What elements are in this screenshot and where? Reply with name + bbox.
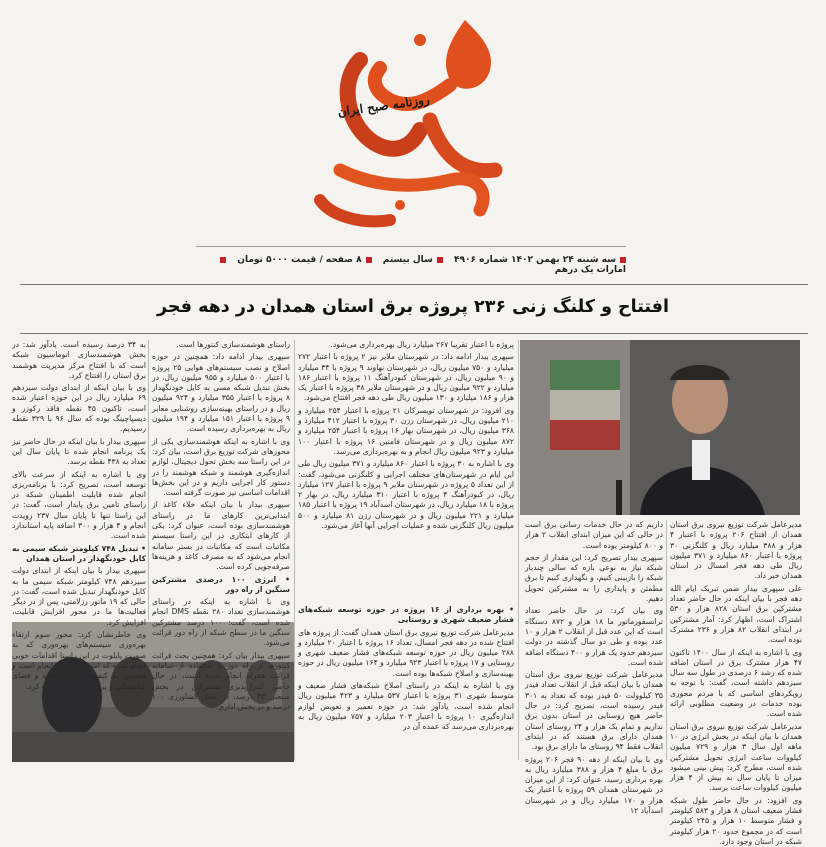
paragraph: راستای هوشمندسازی کنتورها است.	[176, 340, 290, 349]
paragraph: مدیرعامل شرکت توزیع نیروی برق استان همدان با بیان اینکه قبل از انقلاب تعداد فیدر ۳۵ کیلوولت ۵۰ فیدر بوده که تعداد به ۳۰۱ فیدر رسیده است، تصریح کرد: در حال حاضر هیچ روستایی در استان بدون برق نداریم و تمام یک هزار و ۲۴ روستای استان همدان دارای برق هستند که در ابتدای انقلاب فقط ۹۴ روستای ما دارای برق بود.	[525, 670, 663, 752]
paragraph: وی با بیان اینکه از ابتدای دولت سیزدهم ۶۹ میلیارد ریال در این حوزه اعتبار شده است، تاکنون ۴۵ نقطه فاقد رکوزر و دیسپاچینگ بوده که سال ۹۶ با ۳۲۹ نقطه رسیدیم.	[12, 383, 146, 434]
paragraph: سپهری بیدار با بیان اینکه خلاء کاغذ از ابتدایی‌ترین کارهای ما در راستای هوشمندسازی بوده است، عنوان کرد: یکی از کارهای ابتکاری در این راستا سیستم مکاتبات است که مکاتبات در بستر سامانه انجام می‌شود که به مصرف کاغذ و هزینه‌ها صرفه‌جویی کرده است.	[152, 500, 290, 572]
paragraph: وی با اشاره به اینکه هوشمندسازی یکی از محورهای شرکت توزیع برق است، بیان کرد: در این راستا سه بخش تحول دیجیتال، لوازم اندازه‌گیری هوشمند و شبکه هوشمند را در دستور کار اجرایی داریم و در این بخش‌ها اقدامات اساسی نیز صورت گرفته است.	[152, 436, 290, 498]
article-column-1	[670, 520, 803, 846]
article-headline: افتتاح و کلنگ زنی ۲۳۶ پروژه برق استان همدان در دهه فجر	[157, 297, 669, 317]
issue-place-price: امارات یک درهم	[554, 265, 626, 275]
subheading: • انرژی ۱۰۰ درصدی مشترکین سنگین از راه دور	[152, 574, 290, 594]
subheading: • بهره برداری از ۱۶ پروژه در حوزه توسعه شبکه‌های فشار ضعیف شهری و روستایی	[298, 605, 514, 625]
article-column-2	[525, 520, 664, 816]
masthead	[300, 0, 530, 240]
paragraph: مدیرعامل شرکت توزیع نیروی برق استان همدان از افتتاح ۲۰۶ پروژه با اعتبار ۴ هزار و ۳۸۸ میلیارد ریال و کلنگزنی ۳۰ پروژه با اعتبار ۸۶۰ میلیارد و ۳۷۱ میلیون ریال طی دهه فجر امسال در استان همدان خبر داد.	[670, 520, 803, 581]
paragraph: داریم که در حال خدمات رسانی برق است در حالی که این میزان ابتدای انقلاب ۲ هزار و ۸۰۰ کیلومتر بوده است.	[525, 520, 664, 550]
paragraph: سپهری بیدار با بیان اینکه از ابتدای دولت سیزدهم ۷۴۸ کیلومتر شبکه سیمی ما به کابل خودنگهدار تبدیل شده است، گفت: در حالی که ۱۹ ماتور رزلامتی، پس از در دیگر فعالیت‌ها ما در محور افزایش قابلیت، افزایش کرد.	[12, 566, 147, 627]
paragraph: سپهری بیدار با بیان اینکه در حال حاضر نیز یک برنامه انجام شده تا پایان سال این تعداد به ۴۳۸ نقطه برسد.	[12, 436, 146, 467]
paragraph: وی افزود: در شهرستان تویسرکان ۲۱ پروژه با اعتبار ۲۵۴ میلیارد و ۲۱۰ میلیون ریال، در شهرستان رزن ۳۰ پروژه با اعتبار ۴۱۲ میلیارد و ۳۶۸ میلیون ریال، در شهرستان بهار ۱۶ پروژه با اعتبار ۲۵۴ میلیارد و ۸۷۲ میلیون ریال و در شهرستان فامنین ۱۶ پروژه با اعتبار ۱۰۰ میلیارد و ۹۲۳ میلیون ریال انجام و به بهره‌برداری می‌رسد.	[298, 405, 515, 456]
issue-pages-price: ۸ صفحه / قیمت ۵۰۰۰ تومان	[237, 255, 362, 265]
paragraph: علی سپهری بیدار ضمن تبریک ایام الله دهه فجر با بیان اینکه در حال حاضر تعداد مشترکین برق استان ۸۲۸ هزار و ۵۳۰ اشتراک است، اظهار کرد: آمار مشترکین در ابتدای انقلاب ۸۲ هزار و ۲۳۶ مشترک بوده است.	[670, 583, 802, 645]
paragraph: وی با اشاره به اینکه در راستای اصلاح شبکه‌های فشار ضعیف و متوسط شهری ۳۱ پروژه با اعتبار ۵۳۷ میلیارد و ۴۲۳ میلیون ریال انجام شده است، یادآور شد: در حوزه تعمیر و تعویض لوازم اندازه‌گیری ۱۰ پروژه با اعتبار ۲۰۳ میلیارد و ۷۵۷ میلیون ریال به بهره‌برداری می‌رسد که عمده آن در	[298, 681, 515, 732]
paragraph: مدیرعامل شرکت توزیع نیروی برق استان همدان با بیان اینکه در بخش انرژی در ۱۰ ماهه اول سال ۳ هزار و ۷۲۹ میلیون کیلووات ساعت انرژی تحویل مشترکین شده است، مطرح کرد: پیش بینی میشود میزان تا پایان سال به بیش از ۴ هزار میلیون کیلووات ساعت برسد.	[670, 721, 803, 793]
column-divider	[148, 340, 149, 620]
article-photo-speaker	[520, 340, 800, 515]
column-divider	[294, 340, 295, 760]
paragraph: سپهری بیدار تصریح کرد: این مقدار از حجم شبکه نیاز به نوعی بازه که سالی چندبار شبکه را بازبینی کنیم، و نگهداری کنیم تا برق مطمئن و پایداری را به مشترکین تحویل دهیم.	[525, 552, 663, 604]
issue-date-number: سه شنبه ۲۴ بهمن ۱۴۰۲ شماره ۴۹۰۶	[454, 255, 616, 265]
masthead-subtitle: روزنامه صبح ایران	[336, 92, 431, 120]
paragraph: وی با اشاره به اینکه از سرعت بالای توسعه است، تصریح کرد: با برنامه‌ریزی انجام شده قابلیت اطمینان شبکه در راستای تامین برق پایدار است، گفت: در این راستا تنها تا پایان سال ۲۳۷ رویدت انجام و ۴ هزار و ۳۰۰ اضافه پایه استاندارد شده است.	[12, 469, 146, 541]
article-column-3	[298, 605, 514, 760]
divider	[20, 333, 808, 334]
bullet-icon	[366, 257, 372, 263]
bullet-icon	[620, 257, 626, 263]
paragraph: سپهری بیدار ادامه داد: همچنین در حوزه اصلاح و نصب سیستم‌های هوایی ۲۵ پروژه با اعتبار ۵۰۰ میلیارد و ۹۵۵ میلیون ریال، در بخش تبدیل شبکه مسی به کابل خودنگهدار ۸ پروژه با اعتبار ۳۵۵ میلیارد و ۹۲۴ میلیون ریال و در راستای بهینه‌سازی روشنایی معابر ۹ پروژه با اعتبار ۱۵۱ میلیارد و ۱۹۴ میلیون ریال به بهره‌برداری رسیده است.	[152, 352, 291, 434]
paragraph: به ۳۴ درصد رسیده است. یادآور شد: در بخش هوشمندسازی اتوماسیون شبکه است که با افتتاح مرکز مدیریت هوشمند برق استان را افتتاح کرد.	[12, 340, 146, 380]
paragraph: سپهری بیدار ادامه داد: در شهرستان ملایر نیز ۲ پروژه با اعتبار ۲۷۲ میلیارد و ۷۵۰ میلیون ریال، در شهرستان نهاوند ۹ پروژه با ۳۴ میلیارد و ۹۰ میلیون ریال، در شهرستان کبودرآهنگ ۱۱ پروژه با اعتبار ۱۸۶ میلیارد و ۹۲۲ میلیون ریال و در شهرستان ملایر ۳۸ پروژه با اعتبار یک هزار و ۱۸۶ میلیارد و ۱۳۰ میلیون ریال طی دهه فجر افتتاح می‌شود.	[298, 352, 514, 403]
article-column-5	[152, 340, 291, 712]
article-column-4	[298, 340, 514, 600]
issue-year: سال بیستم	[382, 255, 433, 265]
article-column-6	[12, 340, 147, 691]
paragraph: وی افزود: در حال حاضر طول شبکه فشار ضعیف استان ۸ هزار و ۵۸۳ کیلومتر و فشار متوسط ۱۰ هزار و ۲۴۵ کیلومتر است که در مجموع حدود ۲۰ هزار کیلومتر شبکه در استان وجود دارد.	[670, 795, 803, 846]
paragraph: وی خاطرنشان کرد: محور سوم ارتقاء بهره‌وری سیستم‌های بهره‌وری که به صورت پایلوت در این راستا اقدامات خوبی انجام شده که امیدواریم حال انجام است و همچنین به کیفیت شبکه منطقه و فضای ساختمانی و پروژه معماری اشاره کرد.	[12, 630, 146, 691]
divider	[20, 284, 808, 285]
paragraph: پروژه با اعتبار تقریبا ۲۶۷ میلیارد ریال بهره‌برداری می‌شود.	[330, 340, 514, 349]
subheading: • تبدیل ۷۴۸ کیلومتر شبکه سیمی به کابل خودنگهدار در استان همدان	[12, 543, 146, 563]
bullet-icon	[437, 257, 443, 263]
issue-info-bar	[196, 246, 626, 278]
column-divider	[666, 520, 667, 760]
paragraph: وی بیان کرد: در حال حاضر تعداد ترانسفورماتور ما ۱۸ هزار و ۸۷۲ دستگاه است که این عدد قبل از انقلاب ۲ هزار و ۱۰ عدد بوده و طی دو سال گذشته در دولت سیزدهم حدود یک هزار و ۴۰۰ دستگاه اضافه شده است.	[525, 606, 664, 667]
paragraph: مدیرعامل شرکت توزیع نیروی برق استان همدان گفت: از پروژه های افتتاح شده در دهه فجر امسال، تعداد ۱۶ پروژه با اعتبار ۲۰ میلیارد و ۲۸۸ میلیون ریال در حوزه توسعه شبکه‌های فشار ضعیف شهری و روستایی و ۱۷ پروژه با اعتبار ۹۲۳ میلیارد و ۱۶۴ میلیون ریال در حوزه بهینه‌سازی و اصلاح شبکه‌ها بوده است.	[298, 627, 515, 678]
paragraph: وی با اشاره به اینکه از سال ۱۴۰۰ تاکنون ۴۷ هزار مشترک برق در استان اضافه شده که رشد ۶ درصدی در طول سه سال سیزدهم داشته است، گفت: با توجه به رویکردهای اساسی که با مردم محوری بوده خدمات در وضعیت مطلوبی ارائه شده است.	[670, 647, 802, 719]
paragraph: وی با اشاره به اینکه در راستای هوشمندسازی تعداد ۲۸۰ نقطه DMS انجام شده است، گفت: ۱۰۰ درصد مشترکین سنگین ما در سطح شبکه از راه دور قرائت می‌شود.	[152, 597, 290, 648]
paragraph: سپهری بیدار بیان کرد: همچنین بحث قرائت کنتورها از راه دور با استفاده از سامانه قرائت همراه انجام شده است، در حال حاضر کنترل‌پذیری مشترکین در بخش صنعتی ۴۳ درصد، در بخش کشاورزی ۱۰۰ درصد و در بخش اداری	[152, 650, 290, 712]
masthead-logo	[300, 0, 530, 240]
column-divider	[518, 340, 519, 760]
paragraph: وی با بیان اینکه از دهه ۹۰ فجر ۲۰۶ پروژه برق با مبلغ ۴ هزار و ۳۸۸ میلیارد ریال به بهره برداری رسید، عنوان کرد: از این میزان در شهرستان همدان ۵۹ پروژه با اعتبار یک هزار و ۱۷۰ میلیارد ریال و در شهرستان اسدآباد ۱۲	[525, 754, 663, 816]
bullet-icon	[220, 257, 226, 263]
paragraph: وی با اشاره به ۳۰ پروژه با اعتبار ۸۶۰ میلیارد و ۳۷۱ میلیون ریال طی این ایام در شهرستان‌های مختلف اجرایی و کلنگزنی می‌شود، گفت: از این تعداد ۵ پروژه در شهرستان ملایر ۹ پروژه با اعتبار ۱۲۷ میلیارد ریال، در کبودرآهنگ ۴ پروژه با اعتبار ۳۱۰ میلیارد ریال، در بهار ۲ پروژه با ۱۸ میلیارد ریال، در شهرستان اسدآباد ۱۹ پروژه با اعتبار ۱۸۵ میلیارد و ۲۲۱ میلیون ریال و در شهرستان رزن ۸۱ میلیارد و ۵۰۰ میلیون ریال کلنگزنی شده و عملیات اجرایی آنها آغاز می‌شود.	[298, 459, 515, 531]
